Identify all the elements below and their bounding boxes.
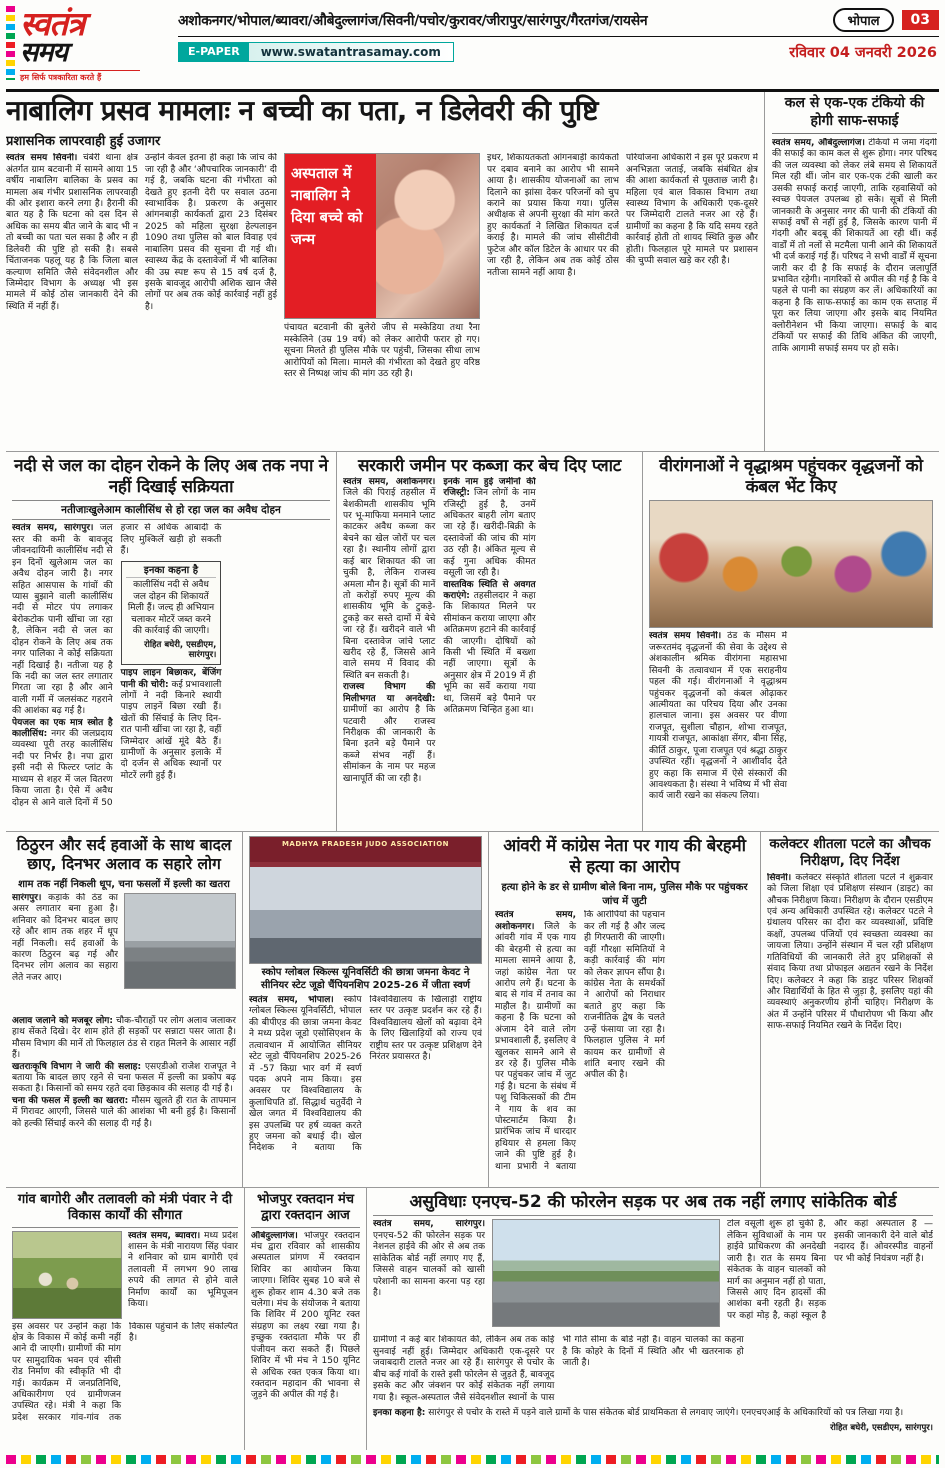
lead-subhead: प्रशासनिक लापरवाही हुई उजागर [6,134,161,150]
cow-body: स्वतंत्र समय, अशोकनगर। जिले के आंवरी गांव में एक गाय की बेरहमी से हत्या का मामला सामने आया है, जहां कांग्रेस नेता पर आरोप लगे हैं। घटना के बाद से गांव में तनाव का माहौल है। ग्रामीणों का कहना है कि घटना को अंजाम देने वाले लोग प्रभावशाली हैं, इसलिए वे खुलकर सामने आने से डर रहे हैं। पुलिस मौके पर पहुंचकर जांच में जुट गई है। घटना के संबंध में पशु चिकित्सकों की टीम ने गाय के शव का पोस्टमार्टम किया है। प्रारंभिक जांच में धारदार हथियार से हमला किए जाने की पुष्टि हुई है। थाना प्रभारी ने बताया कि आरोपियों की पहचान कर ली गई है और जल्द ही गिरफ्तारी की जाएगी। वहीं गौरक्षा समितियों ने कड़ी कार्रवाई की मांग को लेकर ज्ञापन सौंपा है। कांग्रेस नेता के समर्थकों ने आरोपों को निराधार बताते हुए कहा कि राजनीतिक द्वेष के चलते उन्हें फंसाया जा रहा है। फिलहाल पुलिस ने मर्ग कायम कर ग्रामीणों से शांति बनाए रखने की अपील की है। [495,910,665,1172]
article-cow-killing [488,832,760,1187]
article-govt-land-plots [336,452,642,831]
judo-caption: स्कोप ग्लोबल स्किल्स यूनिवर्सिटी की छात्रा जमना केवट ने सीनियर स्टेट जूडो चैंपियनशिप 2025-26 में जीता स्वर्ण [261,967,470,991]
judo-banner-text: MADHYA PRADESH JUDO ASSOCIATION [281,840,450,848]
article-judo-gold [242,832,488,1187]
dateline: औबेदुल्लागंज। [251,1230,298,1241]
land-headline: सरकारी जमीन पर कब्जा कर बेच दिए प्लाट [357,456,622,476]
collector-body: सिवनी। कलेक्टर संस्कृति शीतला पटले ने शुक्रवार को जिला शिक्षा एवं प्रशिक्षण संस्थान (डाइट) का औचक निरीक्षण किया। निरीक्षण के दौरान एसडीएम एवं अन्य अधिकारी उपस्थित रहे। कलेक्टर पटले ने ग्रंथालय परिसर का दौरा कर व्यवस्थाओं, प्रविष्टि कक्षों, उपलब्ध पंजियों एवं स्वच्छता व्यवस्था का जायजा लिया। उन्होंने संस्थान में चल रही प्रशिक्षण गतिविधियों की जानकारी लेते हुए प्रशिक्षकों से संवाद किया तथा प्रोफाइल अद्यतन रखने के निर्देश दिए। कलेक्टर ने कहा कि डाइट परिसर शिक्षकों और विद्यार्थियों के हित से जुड़ा है, इसलिए यहां की व्यवस्थाएं अनुकरणीय होनी चाहिए। निरीक्षण के अंत में उन्होंने परिसर में पौधारोपण भी किया और साफ-सफाई नियमित रखने के निर्देश दिए। [767,872,933,1032]
river-body: स्वतंत्र समय, सारंगपुर। जल स्तर की कमी के बावजूद जीवनदायिनी कालीसिंध नदी से इन दिनों खुलेआम जल का अवैध दोहन जारी है। नगर सहित आसपास के गांवों की प्यास बुझाने वाली कालीसिंध नदी से मोटर पंप लगाकर बेरोकटोक पानी खींचा जा रहा है, लेकिन नदी से जल का दोहन रोकने के लिए अब तक नगर पालिका ने कोई सक्रियता नहीं दिखाई है। नतीजा यह है कि नदी का जल स्तर लगातार गिरता जा रहा है और आने वाली गर्मी में जलसंकट गहराने की आशंका बढ़ गई है। पेयजल का एक मात्र स्त्रोत है कालीसिंध: नगर की जलप्रदाय व्यवस्था पूरी तरह कालीसिंध नदी पर निर्भर है। नपा द्वारा इसी नदी से फिल्टर प्लांट के माध्यम से शहर में जल वितरण किया जाता है। ऐसे में अवैध दोहन से आने वाले दिनों में 50 हजार से अधिक आबादी के लिए मुश्किलें खड़ी हो सकती हैं। इनका कहना है कालीसिंध नदी से अवैध जल दोहन की शिकायतें मिली हैं। जल्द ही अभियान चलाकर मोटरें जब्त करने की कार्रवाई की जाएगी। रोहित बघेरी, एसडीएम, सारंगपुर। पाइप लाइन बिछाकर, बेंजिंग पानी की चोरी: कई प्रभावशाली लोगों ने नदी किनारे स्थायी पाइप लाइनें बिछा रखी हैं। खेतों की सिंचाई के लिए दिन-रात पानी खींचा जा रहा है, वहीं जिम्मेदार आंखें मूंदे बैठे हैं। ग्रामीणों के अनुसार इलाके में दो दर्जन से अधिक स्थानों पर मोटरें लगी हुई हैं। [12,523,222,808]
river-subhead: नतीजाःखुलेआम कालीसिंध से हो रहा जल का अवैध दोहन [12,500,330,520]
foggy-road-photo [124,893,236,989]
color-registration-strip-horizontal [6,1455,939,1464]
website-url: www.swatantrasamay.com [249,43,453,61]
blanket-donation-photo [649,500,933,628]
article-river-water-theft [6,452,336,831]
epaper-label: E-PAPER [179,43,249,61]
minister-body: इस अवसर पर उन्होंने कहा कि क्षेत्र के विकास में कोई कमी नहीं आने दी जाएगी। ग्रामीणों की मांग पर सामुदायिक भवन एवं सीसी रोड निर्माण की स्वीकृति भी दी गई। कार्यक्रम में जनप्रतिनिधि, अधिकारीगण एवं ग्रामीणजन उपस्थित रहे। मंत्री ने कहा कि प्रदेश सरकार गांव-गांव तक विकास पहुंचाने के लिए संकल्पित है। [12,1321,238,1423]
dateline: स्वतंत्र समय, ब्यावरा। [128,1230,201,1241]
epaper-bar [178,42,454,62]
edition-cities-list: अशोकनगर/भोपाल/ब्यावरा/औबेदुल्लागंज/सिवनी/पचोर/कुरावर/जीरापुर/सारंगपुर/गैरतगंज/रायसेन [178,12,648,29]
article-minor-delivery [6,92,764,451]
lead-column-1: स्वतंत्र समय सिवनी। चंबेरी थाना क्षेत्र अंतर्गत ग्राम बटवानी में सामने आया 15 वर्षीय नाबालिग बालिका के प्रसव का मामला अब गंभीर प्रशासनिक लापरवाही की ओर इशारा करने लगा है। हैरानी की बात यह है कि घटना को दस दिन से अधिक का समय बीत जाने के बाद भी न तो बच्ची का पता चल सका है और न ही डिलेवरी की पुष्टि हो सकी है। सबसे चिंताजनक पहलू यह है कि जिला बाल कल्याण समिति जैसे संवेदनशील और जिम्मेदार विभाग के अध्यक्ष भी इस मामले में कोई ठोस जानकारी देने की स्थिति में नहीं हैं। [6,153,138,312]
blood-headline: भोजपुर रक्तदान मंच द्वारा रक्तदान आज [251,1192,360,1228]
lead-column-3: इधर, शिकायतकर्ता आंगनबाड़ी कार्यकर्ता पर दबाव बनाने का आरोप भी सामने आया है। शासकीय योजनाओं का लाभ दिलाने का झांसा देकर परिजनों को चुप कराने का प्रयास किया गया। पुलिस अधीक्षक से अपनी सुरक्षा की मांग करते हुए कार्यकर्ता ने लिखित शिकायत दर्ज कराई है। मामले की जांच सीसीटीवी फुटेज और कॉल डिटेल के आधार पर की जा रही है, लेकिन अब तक कोई ठोस नतीजा सामने नहीं आया है। [487,153,619,278]
quote-box [121,561,222,665]
blood-body: औबेदुल्लागंज। भोजपुर रक्तदान मंच द्वारा रविवार को शासकीय अस्पताल प्रांगण में रक्तदान शिविर का आयोजन किया जाएगा। शिविर सुबह 10 बजे से शुरू होकर शाम 4.30 बजे तक चलेगा। मंच के संयोजक ने बताया कि शिविर में 200 यूनिट रक्त संग्रहण का लक्ष्य रखा गया है। इच्छुक रक्तदाता मौके पर ही पंजीयन करा सकते हैं। पिछले शिविर में भी मंच ने 150 यूनिट से अधिक रक्त एकत्र किया था। रक्तदान महादान की भावना से जुड़ने की अपील की गई है। [251,1230,360,1401]
newspaper-logo [20,6,178,83]
edition-badge: भोपाल [833,8,893,32]
land-body: स्वतंत्र समय, अशोकनगर। जिले की पिराई तहसील में बेशकीमती शासकीय भूमि पर भू-माफिया मनमाने प्लाट काटकर अवैध कब्जा कर बेचने का खेल जोरों पर चल रहा है। स्थानीय लोगों द्वारा कई बार शिकायत की जा चुकी है, लेकिन राजस्व अमला मौन है। सूत्रों की मानें तो करोड़ों रुपए मूल्य की शासकीय भूमि के टुकड़े-टुकड़े कर सस्ते दामों में बेचे जा रहे हैं। खरीदने वाले भी बिना दस्तावेज जांचे प्लाट खरीद रहे हैं, जिससे आने वाले समय में विवाद की स्थिति बन सकती है। राजस्व विभाग की मिलीभगत या अनदेखी: ग्रामीणों का आरोप है कि पटवारी और राजस्व निरीक्षक की जानकारी के बिना इतने बड़े पैमाने पर कब्जे संभव नहीं हैं। सीमांकन के नाम पर महज खानापूर्ति की जा रही है। इनके नाम हुई जमीनों की रजिस्ट्री: जिन लोगों के नाम रजिस्ट्री हुई है, उनमें अधिकतर बाहरी लोग बताए जा रहे हैं। खरीदी-बिक्री के दस्तावेजों की जांच की मांग उठ रही है। अंकित मूल्य से कई गुना अधिक कीमत वसूली जा रही है। वास्तविक स्थिति से अवगत कराएंगे: तहसीलदार ने कहा कि शिकायत मिलने पर सीमांकन कराया जाएगा और अतिक्रमण हटाने की कार्रवाई की जाएगी। दोषियों को किसी भी स्थिति में बख्शा नहीं जाएगा। सूत्रों के अनुसार क्षेत्र में 2019 में ही भूमि का सर्वे कराया गया था, जिसमें बड़े पैमाने पर अतिक्रमण चिन्हित हुआ था। [343,476,536,784]
publication-date: रविवार 04 जनवरी 2026 [789,45,937,61]
highway-body: ग्रामीणों ने कई बार शिकायत की, लेकिन अब तक कोई सुनवाई नहीं हुई। जिम्मेदार अधिकारी एक-दूसरे पर जवाबदारी टालते नजर आ रहे हैं। सारंगपुर से पचोर के बीच कई गांवों के रास्ते इसी फोरलेन से जुड़ते हैं, बावजूद इसके कट और जंक्शन पर कोई संकेतक नहीं लगाया गया है। स्कूल-अस्पताल जैसे संवेदनशील स्थानों के पास भी गति सीमा के बोर्ड नहीं हैं। वाहन चालकों का कहना है कि कोहरे के दिनों में स्थिति और भी खतरनाक हो जाती है। [373,1335,744,1403]
dateline: स्वतंत्र समय सिवनी। [6,153,78,164]
minister-headline: गांव बागोरी और तलावली को मंत्री पंवार ने दी विकास कार्यों की सौगात [12,1192,238,1228]
band-2 [6,452,939,832]
article-blanket-donation [642,452,939,831]
dateline: स्वतंत्र समय, औबेदुल्लागंज। [772,138,865,148]
blanket-body: स्वतंत्र समय सिवनी। ठंड के मौसम में जरूरतमंद वृद्धजनों की सेवा के उद्देश्य से अंशकालीन श्रमिक वीरांगना महासभा सिवनी के तत्वावधान में एक सराहनीय पहल की गई। वीरांगनाओं ने वृद्धाश्रम पहुंचकर वृद्धजनों को कंबल ओढ़ाकर आत्मीयता का परिचय दिया और उनका हालचाल जाना। इस अवसर पर वीणा राजपूत, सुशीला चौहान, शोभा राजपूत, गायत्री राजपूत, आकांक्षा सेंगर, बीना सिंह, कीर्ति ठाकुर, पूजा राजपूत एवं श्रद्धा ठाकुर उपस्थित रहीं। वृद्धजनों ने आशीर्वाद देते हुए कहा कि समाज में ऐसे संस्कारों की आवश्यकता है। संस्था ने भविष्य में भी सेवा कार्य जारी रखने का संकल्प लिया। [649,631,787,802]
highway-column-1: स्वतंत्र समय, सारंगपुर। एनएच-52 की फोरलेन सड़क पर नेशनल हाईवे की ओर से अब तक सांकेतिक बोर्ड नहीं लगाए गए हैं, जिससे वाहन चालकों को खासी परेशानी का सामना करना पड़ रहा है। [373,1219,485,1298]
judo-body: स्वतंत्र समय, भोपाल। स्कोप ग्लोबल स्किल्स यूनिवर्सिटी, भोपाल की बीपीएड की छात्रा जमना केवट ने मध्य प्रदेश जूडो एसोसिएशन के तत्वावधान में आयोजित सीनियर स्टेट जूडो चैंपियनशिप 2025-26 में -57 किग्रा भार वर्ग में स्वर्ण पदक अपने नाम किया। इस अवसर पर विश्वविद्यालय के कुलाधिपति डॉ. सिद्धार्थ चतुर्वेदी ने खेल जगत में विश्वविद्यालय की इस उपलब्धि पर हर्ष व्यक्त करते हुए जमना को बधाई दी। खेल निदेशक ने बताया कि विश्वविद्यालय के खिलाड़ी राष्ट्रीय स्तर पर उत्कृष्ट प्रदर्शन कर रहे हैं। विश्वविद्यालय खेलों को बढ़ावा देने के लिए खिलाड़ियों को राज्य एवं राष्ट्रीय स्तर पर उत्कृष्ट प्रशिक्षण देने निरंतर प्रयासरत है। [249,995,482,1154]
page-number-badge: 03 [902,10,939,30]
cold-body: अलाव जलाने को मजबूर लोग: चौक-चौराहों पर लोग अलाव जलाकर हाथ सेंकते दिखे। देर शाम होते ही सड़कों पर सन्नाटा पसर जाता है। मौसम विभाग की मानें तो फिलहाल ठंड से राहत मिलने के आसार नहीं हैं। खतराःकृषि विभाग ने जारी की सलाह: एसएडीओ राजेश राजपूत ने बताया कि बादल छाए रहने से चना फसल में इल्ली का प्रकोप बढ़ सकता है। किसानों को समय रहते दवा छिड़काव की सलाह दी गई है। चना की फसल में इल्ली का खतरा: मौसम खुलते ही रात के तापमान में गिरावट आएगी, जिससे पाले की आशंका भी बनी हुई है। किसानों को हल्की सिंचाई करने की सलाह दी गई है। [12,1015,236,1129]
photo-overlay-caption: अस्पताल में नाबालिग ने दिया बच्चे को जन्म [285,154,376,318]
dateline: सारंगपुर। [12,892,42,903]
highway-headline: असुविधाः एनएच-52 की फोरलेन सड़क पर अब तक नहीं लगाए सांकेतिक बोर्ड [373,1192,933,1216]
quote-box-text: कालीसिंध नदी से अवैध जल दोहन की शिकायतें मिली हैं। जल्द ही अभियान चलाकर मोटरें जब्त करने की कार्रवाई की जाएगी। [127,580,215,637]
highway-road-photo [492,1219,720,1327]
lead-column-2: उन्होंने केवल इतना ही कहा कि जांच की जा रही है और ‘औपचारिक जानकारी’ दी गई है, जबकि घटना की गंभीरता को देखते हुए इतनी देरी पर सवाल उठना स्वाभाविक है। प्रकरण के अनुसार आंगनबाड़ी कार्यकर्ता द्वारा 23 दिसंबर 2025 को महिला सुरक्षा हेल्पलाइन 1090 तथा पुलिस को बाल विवाह एवं नाबालिग प्रसव की सूचना दी गई थी। स्वास्थ्य केंद्र के दस्तावेजों में भी बालिका की उम्र स्पष्ट रूप से 15 वर्ष दर्ज है, इसके बावजूद आरोपी अशिक खान जैसे लोगों पर अब तक कोई कार्रवाई नहीं हुई है। [145,153,277,312]
blanket-headline: वीरांगनाओं ने वृद्धाश्रम पहुंचकर वृद्धजनों को कंबल भेंट किए [659,456,923,497]
color-registration-strip-vertical [6,6,15,80]
masthead [6,0,939,92]
lead-headline: नाबालिग प्रसव मामलाः न बच्ची का पता, न डिलेवरी की पुष्टि [6,94,598,127]
logo-line-1: स्वतंत्र [20,4,85,43]
dateline: स्वतंत्र समय, अशोकनगर। [495,910,576,932]
minister-column-1: स्वतंत्र समय, ब्यावरा। मध्य प्रदेश शासन के मंत्री नारायण सिंह पंवार ने शनिवार को ग्राम बागोरी एवं तलावली में लगभग 90 लाख रुपये की लागत से होने वाले निर्माण कार्यों का भूमिपूजन किया। [128,1230,238,1310]
article-tank-cleaning [764,92,939,451]
lead-photo-mother-baby [284,153,480,319]
cold-column-1: सारंगपुर। कड़ाके की ठंड का असर लगातार बना हुआ है। शनिवार को दिनभर बादल छाए रहे और शाम तक शहर में धूप नहीं निकली। सर्द हवाओं के कारण ठिठुरन बढ़ गई और दिनभर लोग अलाव का सहारा लेते नजर आए। [12,892,118,983]
article-minister-development [6,1188,244,1450]
article-cold-weather [6,832,242,1187]
quote-signature: रोहित बघेरी, एसडीएम, सारंगपुर। [144,639,217,661]
logo-tagline: हम सिर्फ पत्रकारिता करते हैं [20,70,140,83]
epaper-row [178,37,939,67]
cow-subhead: हत्या होने के डर से ग्रामीण बोले बिना नाम, पुलिस मौके पर पहुंचकर जांच में जुटी [501,882,748,908]
cold-headline: ठिठुरन और सर्द हवाओं के साथ बादल छाए, दिनभर अलाव क सहारे लोग [16,836,232,873]
article-blood-donation [244,1188,366,1450]
dateline: स्वतंत्र समय, भोपाल। [249,995,334,1005]
highway-signature: रोहित बघेरी, एसडीएम, सारंगपुर। [830,1422,933,1433]
dateline: स्वतंत्र समय, अशोकनगर। [343,476,436,487]
judo-ceremony-photo [249,836,482,964]
article-collector-inspection [760,832,939,1187]
band-3 [6,832,939,1188]
dateline: सिवनी। [767,872,792,883]
lead-column-mid: पंचायत बटवानी की बुलेरो जीप से मस्केडिया तथा रैना मस्केलिने (उम्र 19 वर्ष) को लेकर आरोपी फरार हो गए। सूचना मिलते ही पुलिस मौके पर पहुंची, जिसका सीधा लाभ आरोपियों को मिला। मामले की गंभीरता को देखते हुए वरिष्ठ स्तर से निष्पक्ष जांच की मांग उठ रही है। [284,323,480,380]
dateline: स्वतंत्र समय, सारंगपुर। [373,1219,485,1230]
cow-headline: आंवरी में कांग्रेस नेता पर गाय की बेरहमी से हत्या का आरोप [503,836,746,877]
logo-line-2: समय [20,37,68,69]
quote-box-title: इनका कहना है [126,565,217,579]
side-body: स्वतंत्र समय, औबेदुल्लागंज। टंकियों में जमा गंदगी की सफाई का काम कल से शुरू होगा। नगर परिषद की जल व्यवस्था को लेकर लंबे समय से शिकायतें मिल रही थीं। जोन वार एक-एक टंकी खाली कर उसकी सफाई कराई जाएगी, ताकि रहवासियों को स्वच्छ पेयजल उपलब्ध हो सके। सूत्रों से मिली जानकारी के अनुसार नगर की पानी की टंकियों की सफाई वर्षों से नहीं हुई है, जिसके कारण पानी में गंदगी और बदबू की शिकायतें आ रही थीं। कई वार्डों में तो नलों से मटमैला पानी आने की शिकायतें भी दर्ज कराई गई हैं। परिषद ने सभी वार्डों में सूचना जारी कर दी है कि सफाई के दौरान जलापूर्ति प्रभावित रहेगी। नागरिकों से अपील की गई है कि वे पहले से पानी का संग्रहण कर लें। अधिकारियों का कहना है कि साफ-सफाई का काम एक सप्ताह में पूरा कर लिया जाएगा और इसके बाद नियमित क्लोरीनेशन भी किया जाएगा। सफाई के बाद टंकियों पर सफाई की तिथि अंकित की जाएगी, ताकि आगामी सफाई समय पर हो सके। [772,138,937,354]
dateline: स्वतंत्र समय, सारंगपुर। [12,523,94,534]
article-highway-signboards [366,1188,939,1450]
band-4 [6,1188,939,1450]
dateline: स्वतंत्र समय सिवनी। [649,631,722,642]
lead-column-4: परियोजना अधिकारी ने इस पूरे प्रकरण में अनभिज्ञता जताई, जबकि संबंधित क्षेत्र की आशा कार्यकर्ता से पूछताछ जारी है। महिला एवं बाल विकास विभाग तथा स्वास्थ्य विभाग के अधिकारी एक-दूसरे पर जिम्मेदारी टालते नजर आ रहे हैं। ग्रामीणों का कहना है कि यदि समय रहते कार्रवाई होती तो शायद स्थिति कुछ और होती। फिलहाल पूरे मामले पर प्रशासन की चुप्पी सवाल खड़े कर रही है। [626,153,758,267]
collector-headline: कलेक्टर शीतला पटले का औचक निरीक्षण, दिए निर्देश [769,836,931,869]
river-headline: नदी से जल का दोहन रोकने के लिए अब तक नपा ने नहीं दिखाई सक्रियता [14,456,328,497]
bhoomi-poojan-photo [12,1231,122,1319]
highway-quote: इनका कहना है: सारंगपुर से पचोर के रास्ते में पड़ने वाले ग्रामों के पास संकेतक बोर्ड प्राथमिकता से लगवाए जाएंगे। एनएचएआई के अधिकारियों को पत्र लिखा गया है। [373,1408,904,1419]
lead-story-band [6,92,939,452]
cold-subhead: शाम तक नहीं निकली धूप, चना फसलों में इल्ली का खतरा [18,878,230,890]
side-headline: कल से एक-एक टंकियो की होगी साफ-सफाई [772,95,937,134]
highway-column-2: टोल वसूली शुरू हो चुकी है, लेकिन सुविधाओं के नाम पर हाईवे प्राधिकरण की अनदेखी जारी है। रात के समय बिना संकेतक के वाहन चालकों को मार्ग का अनुमान नहीं हो पाता, जिससे आए दिन हादसों की आशंका बनी रहती है। सड़क पर कहां मोड़ है, कहां स्कूल है और कहां अस्पताल है — इसकी जानकारी देने वाले बोर्ड नदारद हैं। ओवरस्पीड वाहनों पर भी कोई नियंत्रण नहीं है। [727,1219,933,1321]
cities-row [178,6,939,37]
